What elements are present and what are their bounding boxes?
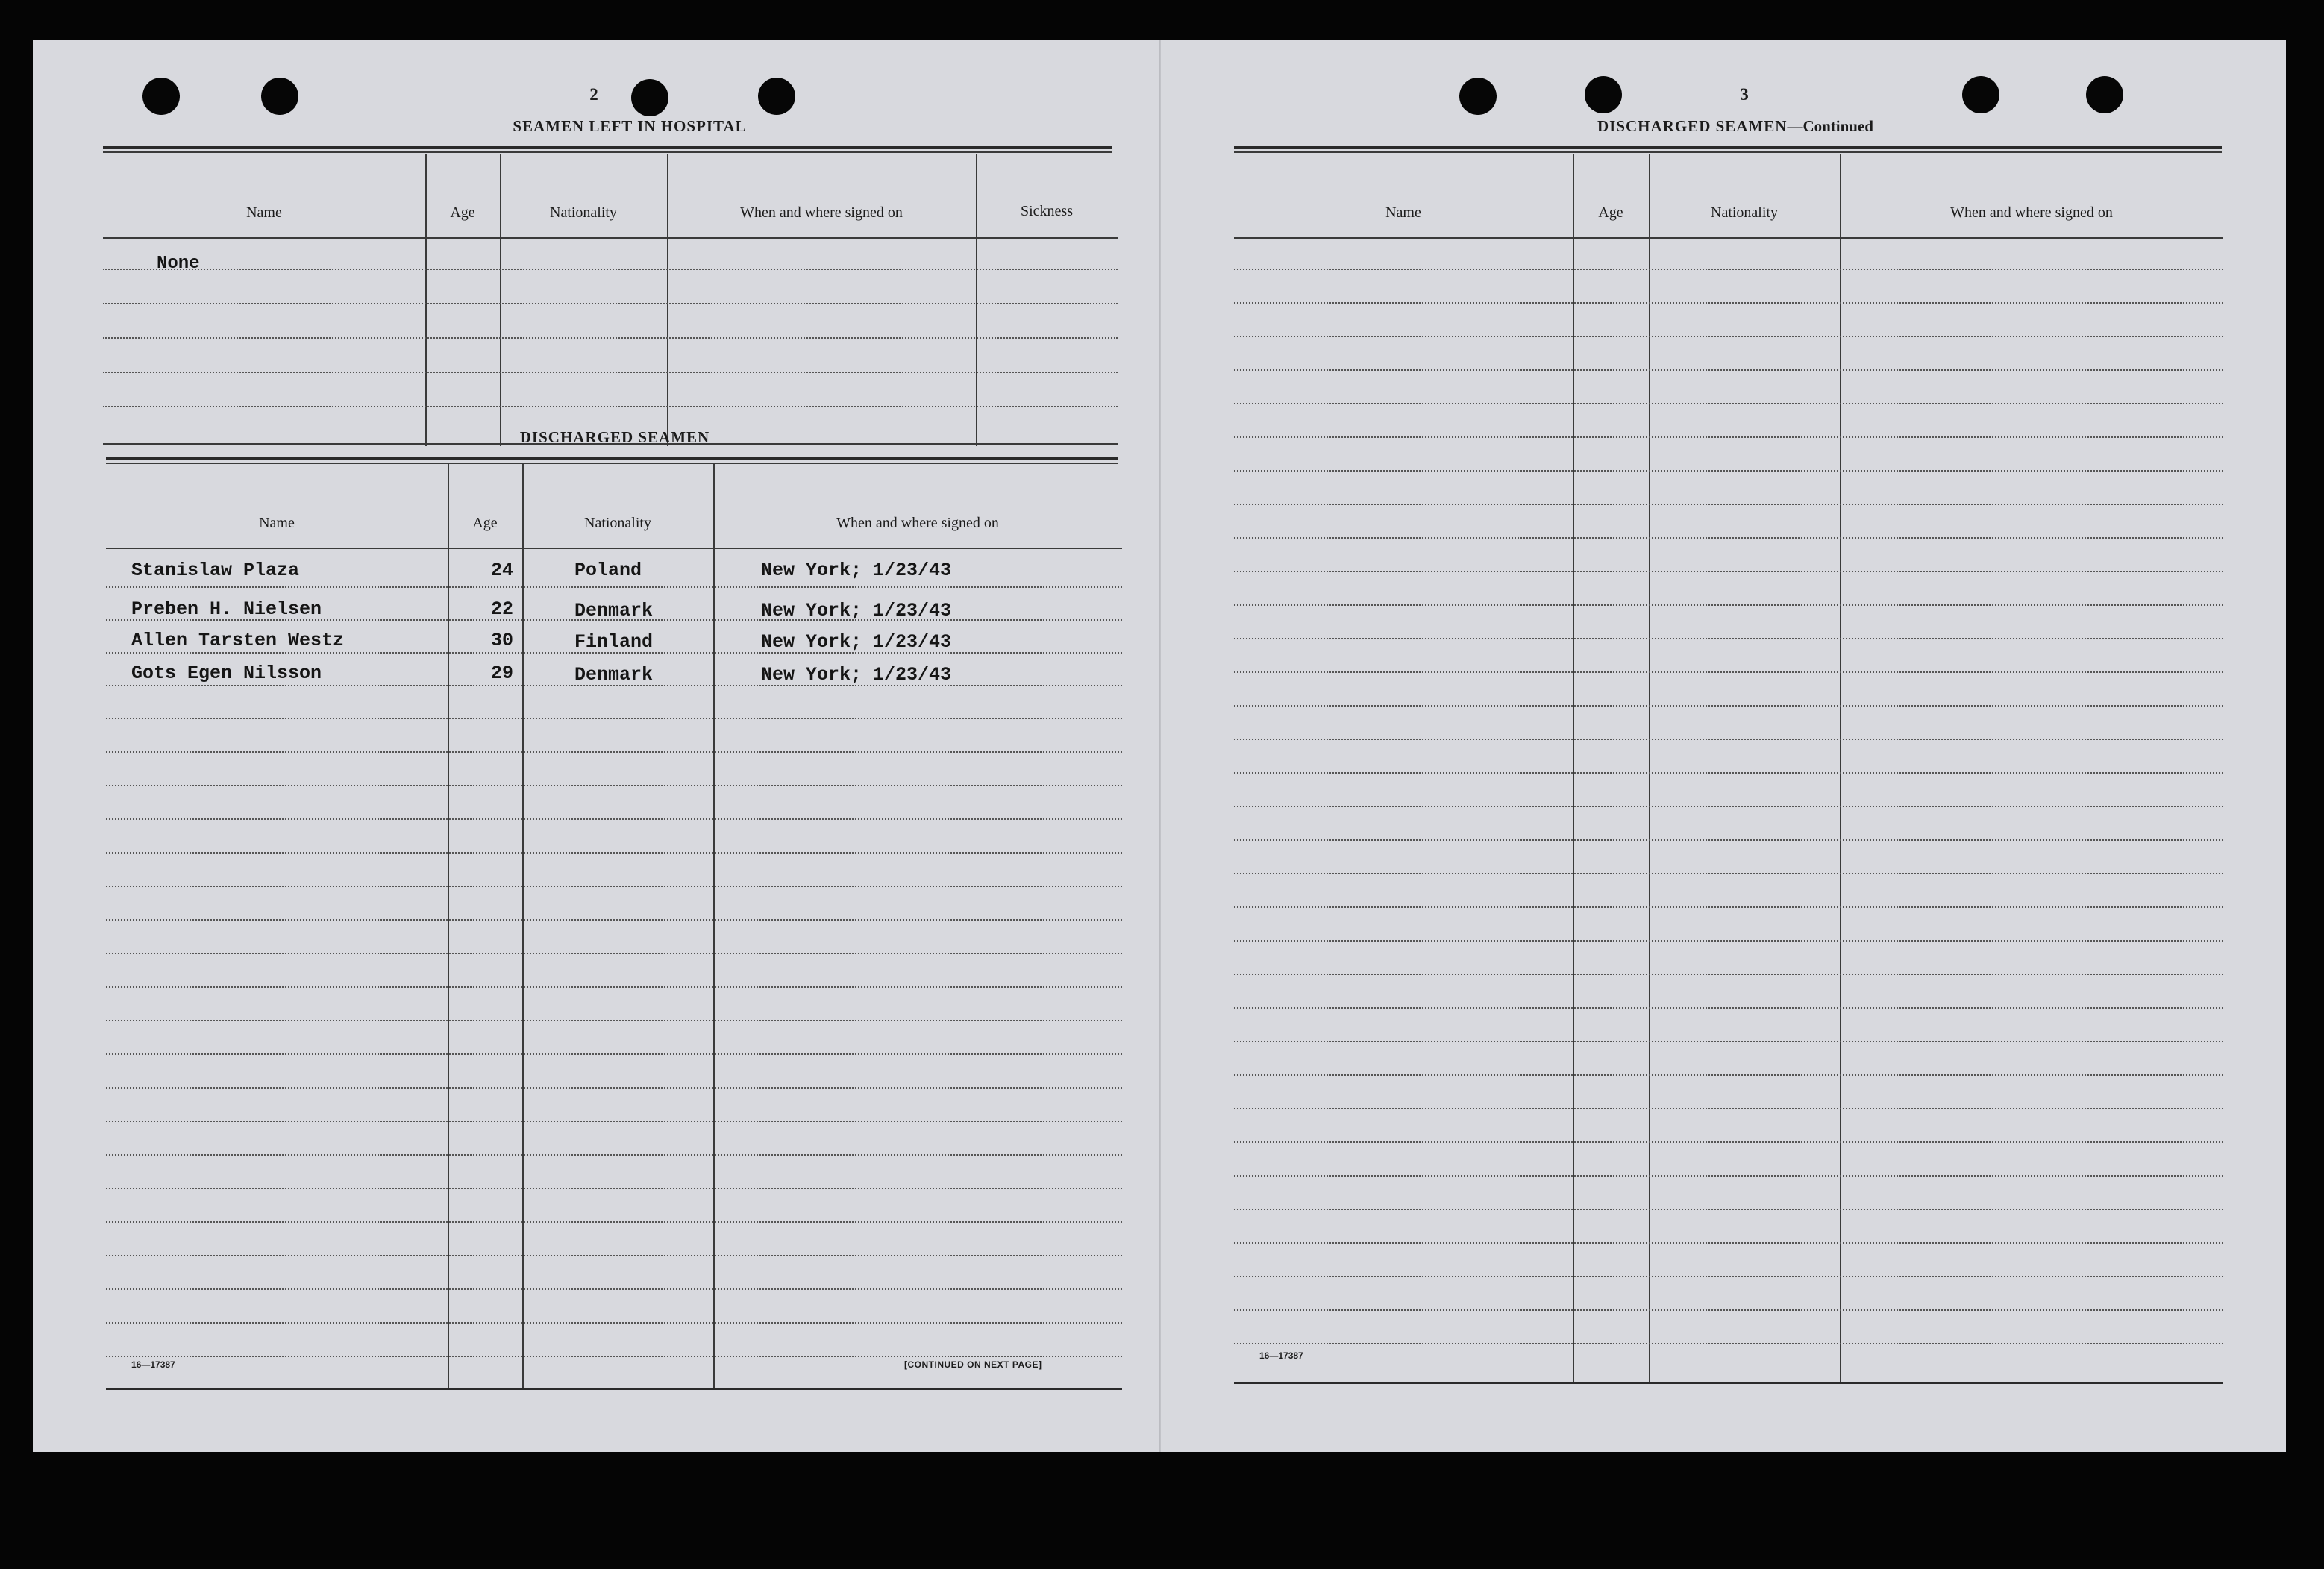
discharged-section-title: DISCHARGED SEAMEN (519, 428, 710, 446)
seaman-signed-on: New York; 1/23/43 (761, 560, 952, 581)
seaman-signed-on: New York; 1/23/43 (761, 600, 952, 621)
seaman-name: Gots Egen Nilsson (131, 663, 322, 684)
column-header-signed-on: When and where signed on (1950, 204, 2113, 221)
page-number: 3 (1740, 85, 1749, 104)
page-number: 2 (589, 85, 598, 104)
punch-hole-icon (261, 78, 298, 115)
hospital-section-title: SEAMEN LEFT IN HOSPITAL (513, 117, 747, 135)
seaman-nationality: Denmark (574, 600, 654, 621)
punch-hole-icon (1585, 76, 1622, 113)
discharged-table (106, 464, 1122, 1391)
column-header-sickness: Sickness (1021, 203, 1073, 219)
seaman-nationality: Denmark (574, 664, 654, 686)
form-code: 16—17387 (131, 1359, 175, 1370)
punch-hole-icon (142, 78, 180, 115)
column-header-name: Name (259, 515, 295, 531)
column-header-nationality: Nationality (550, 204, 617, 221)
seaman-name: Allen Tarsten Westz (131, 630, 345, 651)
column-header-age: Age (472, 515, 498, 531)
scanned-document (33, 40, 2286, 1452)
column-header-name: Name (1385, 204, 1421, 221)
seaman-age: 29 (491, 663, 514, 684)
divider (103, 151, 1112, 153)
divider (1234, 146, 2222, 149)
column-header-age: Age (1598, 204, 1623, 221)
column-header-signed-on: When and where signed on (836, 515, 999, 531)
title-main: DISCHARGED SEAMEN (1597, 117, 1788, 135)
seaman-nationality: Poland (574, 560, 642, 581)
column-header-nationality: Nationality (1711, 204, 1778, 221)
continued-note: [CONTINUED ON NEXT PAGE] (904, 1359, 1042, 1370)
title-suffix: —Continued (1787, 117, 1873, 135)
seaman-signed-on: New York; 1/23/43 (761, 631, 952, 653)
seaman-name: Stanislaw Plaza (131, 560, 300, 581)
left-page (33, 40, 1159, 1452)
hospital-table (103, 154, 1118, 446)
column-header-nationality: Nationality (584, 515, 651, 531)
discharged-continued-title (1534, 117, 1937, 136)
seaman-age: 22 (491, 598, 514, 620)
divider (106, 457, 1118, 460)
seaman-name: Preben H. Nielsen (131, 598, 322, 620)
form-code: 16—17387 (1259, 1350, 1303, 1361)
divider (103, 146, 1112, 149)
right-page (1161, 40, 2286, 1452)
punch-hole-icon (758, 78, 795, 115)
hospital-row-name: None (157, 254, 200, 274)
seaman-nationality: Finland (574, 631, 654, 653)
discharged-continued-table (1234, 154, 2223, 1392)
column-header-age: Age (450, 204, 475, 221)
divider (1234, 151, 2222, 153)
punch-hole-icon (631, 79, 668, 116)
column-header-name: Name (246, 204, 282, 221)
seaman-signed-on: New York; 1/23/43 (761, 664, 952, 686)
punch-hole-icon (1962, 76, 1999, 113)
punch-hole-icon (2086, 76, 2123, 113)
punch-hole-icon (1459, 78, 1497, 115)
seaman-age: 24 (491, 560, 514, 581)
seaman-age: 30 (491, 630, 514, 651)
column-header-signed-on: When and where signed on (740, 204, 903, 221)
